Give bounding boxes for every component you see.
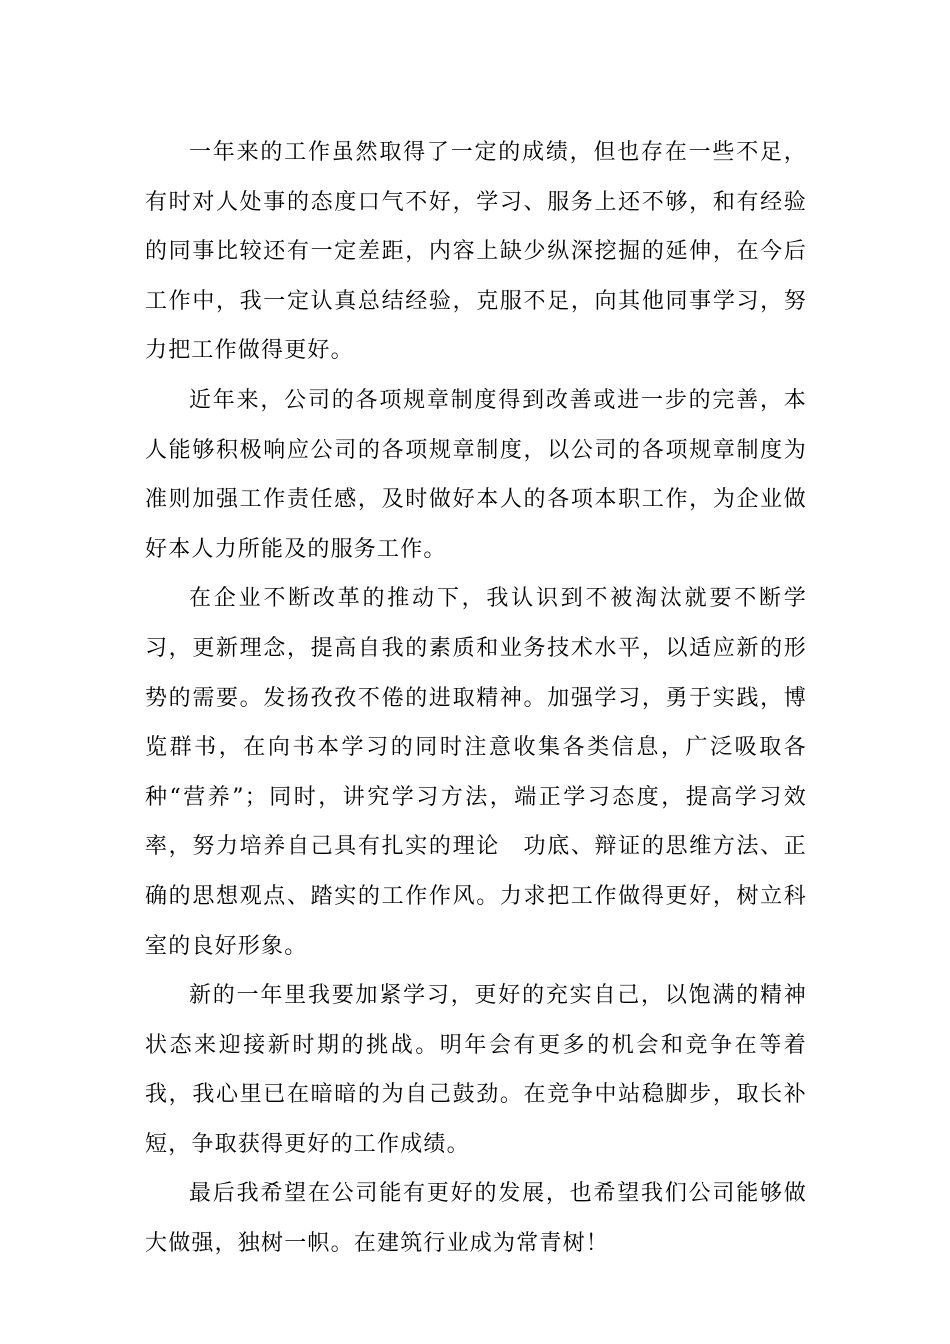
paragraph-company-rules: 近年来，公司的各项规章制度得到改善或进一步的完善，本人能够积极响应公司的各项规章制度，以公司的各项规章制度为准则加强工作责任感，及时做好本人的各项本职工作，为企业做好本人力所能及的服务工作。: [145, 387, 807, 562]
paragraph-work-summary: 一年来的工作虽然取得了一定的成绩，但也存在一些不足，有时对人处事的态度口气不好，学习、服务上还不够，和有经验的同事比较还有一定差距，内容上缺少纵深挖掘的延伸，在今后工作中，我一定认真总结经验，克服不足，向其他同事学习，努力把工作做得更好。: [145, 140, 807, 364]
paragraph-continuous-learning: 在企业不断改革的推动下，我认识到不被淘汰就要不断学习，更新理念，提高自我的素质和业务技术水平，以适应新的形势的需要。发扬孜孜不倦的进取精神。加强学习，勇于实践，博览群书，在向书本学习的同时注意收集各类信息，广泛吸取各种“营养”；同时，讲究学习方法，端正学习态度，提高学习效率，努力培养自己具有扎实的理论 功底、辩证的思维方法、正确的思想观点、踏实的工作作风。力求把工作做得更好，树立科室的良好形象。: [145, 586, 807, 959]
document-body: [145, 128, 807, 1269]
paragraph-new-year-plan: 新的一年里我要加紧学习，更好的充实自己，以饱满的精神状态来迎接新时期的挑战。明年会有更多的机会和竞争在等着我，我心里已在暗暗的为自己鼓劲。在竞争中站稳脚步，取长补短，争取获得更好的工作成绩。: [145, 983, 807, 1157]
paragraph-closing-wish: 最后我希望在公司能有更好的发展，也希望我们公司能够做大做强，独树一帜。在建筑行业成为常青树！: [145, 1181, 807, 1257]
